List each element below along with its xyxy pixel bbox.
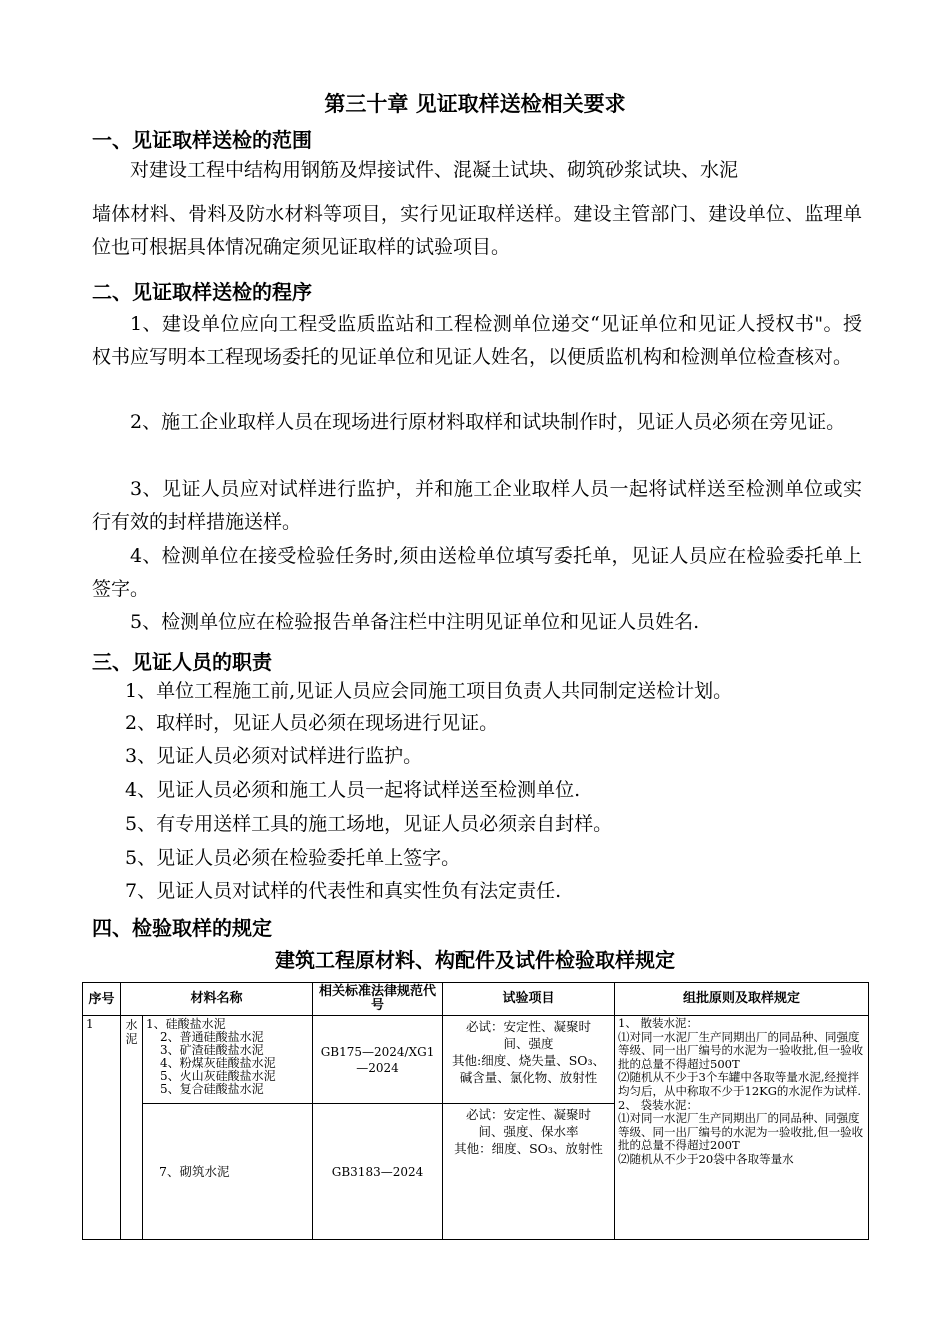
table-header-row — [83, 983, 869, 1016]
header-rules: 组批原则及取样规定 — [615, 983, 869, 1016]
table-title: 建筑工程原材料、构配件及试件检验取样规定 — [275, 948, 675, 972]
cell-rules: 1、 散装水泥： ⑴对同一水泥厂生产同期出厂的同品种、同强度等级、同一出厂编号的水泥为一验收批,但一验收批的总量不得超过500T ⑵随机从不少于3个车罐中各取等量水泥,经搅拌均匀后，从中称取不少于12KG的水泥作为试样. 2、 袋装水泥： ⑴对同一水泥厂生产同期出厂的同品种、同强度等级、同一出厂编号的水泥为一验收批,但一验收批的总量不得超过200T ⑵随机从不少于20袋中各取等量水 — [615, 1016, 869, 1240]
duty-item: 2、取样时，见证人员必须在现场进行见证。 — [125, 712, 499, 734]
cell-group2-item: 7、砌筑水泥 — [143, 1104, 313, 1240]
duty-item: 5、见证人员必须在检验委托单上签字。 — [125, 847, 461, 869]
duty-item: 5、有专用送样工具的施工场地，见证人员必须亲自封样。 — [125, 813, 613, 835]
duty-item: 3、见证人员必须对试样进行监护。 — [125, 745, 423, 767]
paragraph-scope-2: 墙体材料、骨料及防水材料等项目，实行见证取样送样。建设主管部门、建设单位、监理单位也可根据具体情况确定须见证取样的试验项目。 — [92, 203, 862, 258]
header-seq: 序号 — [83, 983, 121, 1016]
duty-item: 1、单位工程施工前,见证人员应会同施工项目负责人共同制定送检计划。 — [125, 680, 733, 702]
table-row — [83, 1016, 869, 1104]
cell-group1-standard: GB175—2024/XG1—2024 — [313, 1016, 443, 1104]
cell-group2-tests: 必试：安定性、凝聚时 间、强度、保水率 其他：细度、SO₃、放射性 — [443, 1104, 615, 1240]
cell-category: 水泥 — [121, 1016, 143, 1240]
section-heading-procedure: 二、见证取样送检的程序 — [92, 280, 312, 304]
cell-group1-items: 1、硅酸盐水泥 2、普通硅酸盐水泥 3、矿渣硅酸盐水泥 4、粉煤灰硅酸盐水泥 5、火山灰硅酸盐水泥 5、复合硅酸盐水泥 — [143, 1016, 313, 1104]
header-standard: 相关标准法律规范代号 — [313, 983, 443, 1016]
duty-item: 7、见证人员对试样的代表性和真实性负有法定责任. — [125, 880, 562, 902]
section-heading-scope: 一、见证取样送检的范围 — [92, 128, 312, 152]
cell-seq: 1 — [83, 1016, 121, 1240]
paragraph-procedure-5: 5、检测单位应在检验报告单备注栏中注明见证单位和见证人员姓名. — [130, 611, 700, 633]
header-tests: 试验项目 — [443, 983, 615, 1016]
paragraph-procedure-1: 1、建设单位应向工程受监质监站和工程检测单位递交“见证单位和见证人授权书"。授权书应写明本工程现场委托的见证单位和见证人姓名，以便质监机构和检测单位检查核对。 — [92, 313, 862, 368]
paragraph-procedure-3: 3、见证人员应对试样进行监护，并和施工企业取样人员一起将试样送至检测单位或实行有效的封样措施送样。 — [92, 478, 862, 533]
sampling-rules-table — [82, 982, 869, 1240]
cell-group1-tests: 必试：安定性、凝聚时 间、强度 其他:细度、烧失量、SO₃、 碱含量、氯化物、放射性 — [443, 1016, 615, 1104]
cell-group2-standard: GB3183—2024 — [313, 1104, 443, 1240]
paragraph-procedure-2: 2、施工企业取样人员在现场进行原材料取样和试块制作时，见证人员必须在旁见证。 — [130, 411, 846, 433]
section-heading-duties: 三、见证人员的职责 — [92, 650, 272, 674]
chapter-title: 第三十章 见证取样送检相关要求 — [324, 92, 626, 116]
section-heading-sampling: 四、检验取样的规定 — [92, 916, 272, 940]
paragraph-scope-1: 对建设工程中结构用钢筋及焊接试件、混凝土试块、砌筑砂浆试块、水泥 — [130, 159, 739, 181]
paragraph-procedure-4: 4、检测单位在接受检验任务时,须由送检单位填写委托单，见证人员应在检验委托单上签字。 — [92, 545, 862, 600]
duty-item: 4、见证人员必须和施工人员一起将试样送至检测单位. — [125, 779, 581, 801]
header-material: 材料名称 — [121, 983, 313, 1016]
